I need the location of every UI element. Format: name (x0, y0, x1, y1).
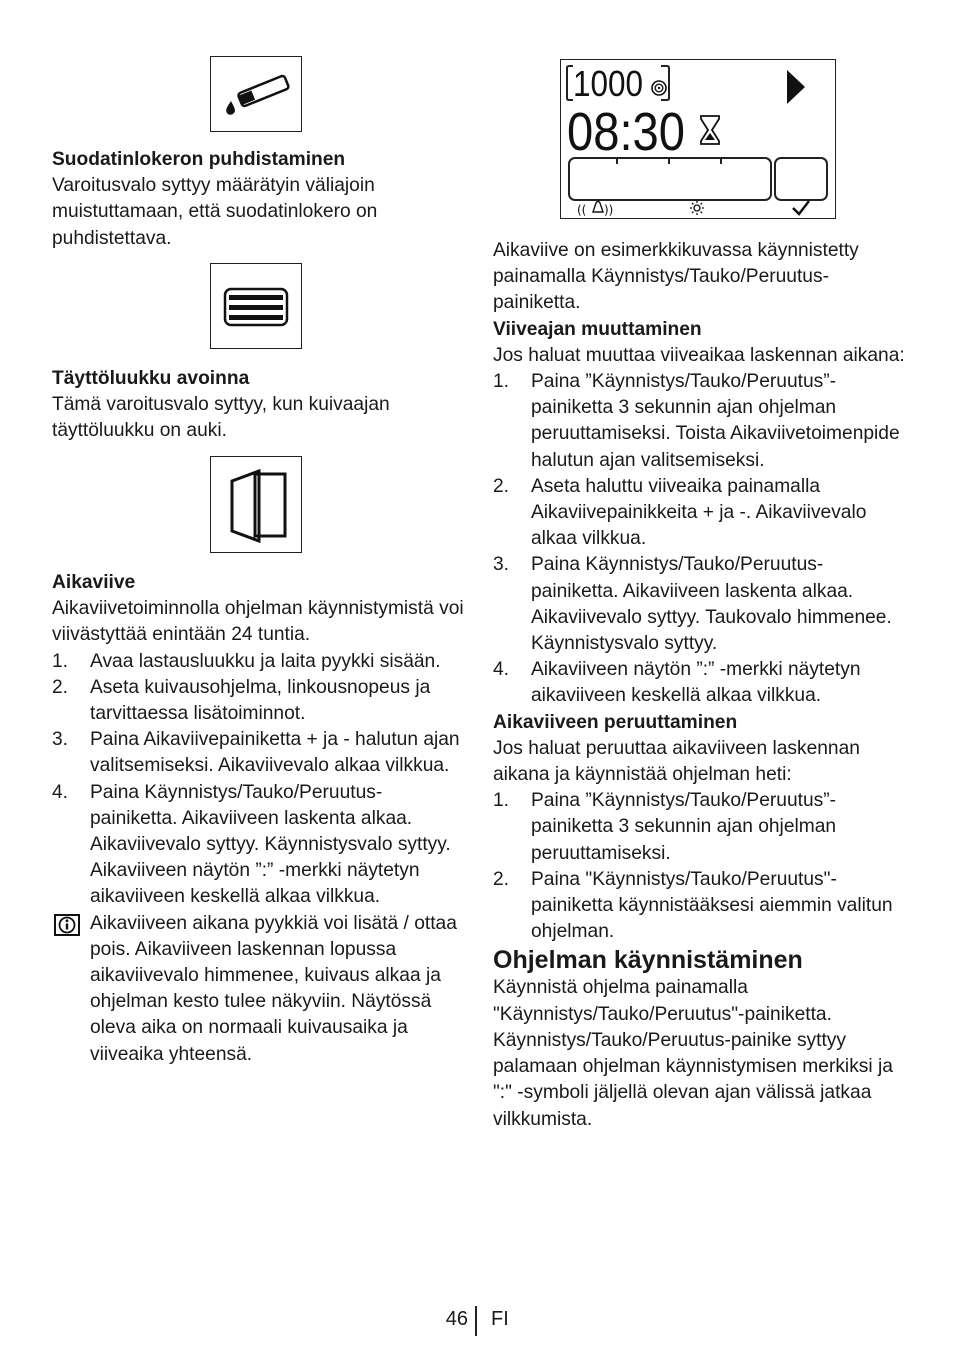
door-section-title: Täyttöluukku avoinna (52, 368, 250, 389)
open-door-icon (211, 457, 301, 552)
lcd-display-panel (560, 59, 836, 219)
list-item: 3. Paina Käynnistys/Tauko/Peruutus-painiketta. Aikaviiveen laskenta alkaa. Aikaviivevalo syttyy. Taukovalo himmenee. Käynnistysvalo syttyy. (493, 554, 892, 655)
list-item: 3. Paina Aikaviivepainiketta + ja - halutun ajan valitsemiseksi. Aikaviivevalo alkaa vilkkua. (52, 729, 460, 777)
svg-text:((: (( (577, 203, 587, 217)
start-section-p2: Käynnistys/Tauko/Peruutus-painike syttyy palamaan ohjelman käynnistymisen merkiksi ja ":" -symboli jäljellä olevan ajan välissä jatkaa vilkkumista. (493, 1029, 893, 1130)
list-item: 1. Avaa lastausluukku ja laita pyykki sisään. (52, 650, 441, 672)
cancel-section-title: Aikaviiveen peruuttaminen (493, 711, 738, 733)
list-item: 1. Paina ”Käynnistys/Tauko/Peruutus”-painiketta 3 sekunnin ajan ohjelman peruuttamiseksi. (493, 790, 837, 864)
list-item: 4. Aikaviiveen näytön ”:” -merkki näytetyn aikaviiveen keskellä alkaa vilkkua. (493, 659, 861, 707)
cancel-steps-list (493, 788, 909, 945)
filter-section-body: Varoitusvalo syttyy määrätyin väliajoin muistuttamaan, että suodatinlokero on puhdistettava. (52, 175, 378, 249)
list-item: 2. Aseta kuivausohjelma, linkousnopeus ja tarvittaessa lisätoiminnot. (52, 676, 431, 725)
change-section-title: Viiveajan muuttaminen (493, 318, 702, 340)
info-note-text: Aikaviiveen aikana pyykkiä voi lisätä / ottaa pois. Aikaviiveen laskennan lopussa aikaviivevalo himmenee, kuivaus alkaa ja ohjelman kesto tulee näkyviin. Näytössä oleva aika on normaali kuivausaika ja viiveaika yhteensä. (90, 912, 457, 1065)
filter-section-title: Suodatinlokeron puhdistaminen (52, 149, 346, 170)
delay-section-intro: Aikaviivetoiminnolla ohjelman käynnistymistä voi viivästyttää enintään 24 tuntia. (52, 598, 464, 646)
info-icon (54, 914, 80, 936)
language-code: FI (491, 1308, 509, 1330)
lcd-display-graphic (561, 60, 835, 218)
cancel-section-intro: Jos haluat peruuttaa aikaviiveen laskennan aikana ja käynnistää ohjelman heti: (493, 737, 860, 786)
list-item: 2. Paina "Käynnistys/Tauko/Peruutus"-painiketta käynnistääksesi aiemmin valitun ohjelman. (493, 868, 893, 943)
filter-warning-icon-box (210, 56, 302, 132)
spin-spiral-icon (652, 81, 666, 95)
start-section-p1: Käynnistä ohjelma painamalla "Käynnistys/Tauko/Peruutus"-painiketta. (493, 977, 832, 1025)
delay-section-title: Aikaviive (52, 572, 136, 593)
info-note (52, 911, 466, 1068)
svg-text:)): )) (604, 203, 614, 217)
page-number: 46 (445, 1308, 468, 1330)
list-item: 2. Aseta haluttu viiveaika painamalla Aikaviivepainikkeita + ja -. Aikaviivevalo alkaa vilkkua. (493, 475, 867, 550)
list-item: 4. Paina Käynnistys/Tauko/Peruutus-painiketta. Aikaviiveen laskenta alkaa. Aikaviivevalo syttyy. Käynnistysvalo syttyy. Aikaviiveen näytön ”:” -merkki näytetyn aikaviiveen keskellä alkaa vilkkua. (52, 781, 451, 908)
display-spin-value: 1000 (573, 63, 643, 104)
checkmark-icon (793, 201, 809, 214)
change-section-intro: Jos haluat muuttaa viiveaikaa laskennan aikana: (493, 344, 905, 366)
delay-steps-list (52, 649, 466, 911)
loading-door-icon (211, 264, 301, 348)
play-indicator-icon (787, 70, 805, 104)
list-item: 1. Paina ”Käynnistys/Tauko/Peruutus”-painiketta 3 sekunnin ajan ohjelman peruuttamiseksi. Toista Aikaviivetoimenpide halutun ajan valitsemiseksi. (493, 371, 900, 471)
start-section-heading: Ohjelman käynnistäminen (493, 946, 803, 975)
footer-divider (475, 1306, 477, 1336)
sun-icon (690, 201, 704, 215)
alarm-bell-icon (577, 202, 613, 218)
filter-drawer-icon (211, 57, 301, 131)
door-open-warning-icon-box (210, 263, 302, 349)
delay-icon-box (210, 456, 302, 553)
display-caption: Aikaviive on esimerkkikuvassa käynnistetty painamalla Käynnistys/Tauko/Peruutus-painiketta. (493, 240, 859, 314)
display-time-value: 08:30 (567, 102, 685, 162)
door-section-body: Tämä varoitusvalo syttyy, kun kuivaajan täyttöluukku on auki. (52, 394, 390, 442)
hourglass-icon (701, 116, 719, 144)
change-steps-list (493, 369, 909, 710)
